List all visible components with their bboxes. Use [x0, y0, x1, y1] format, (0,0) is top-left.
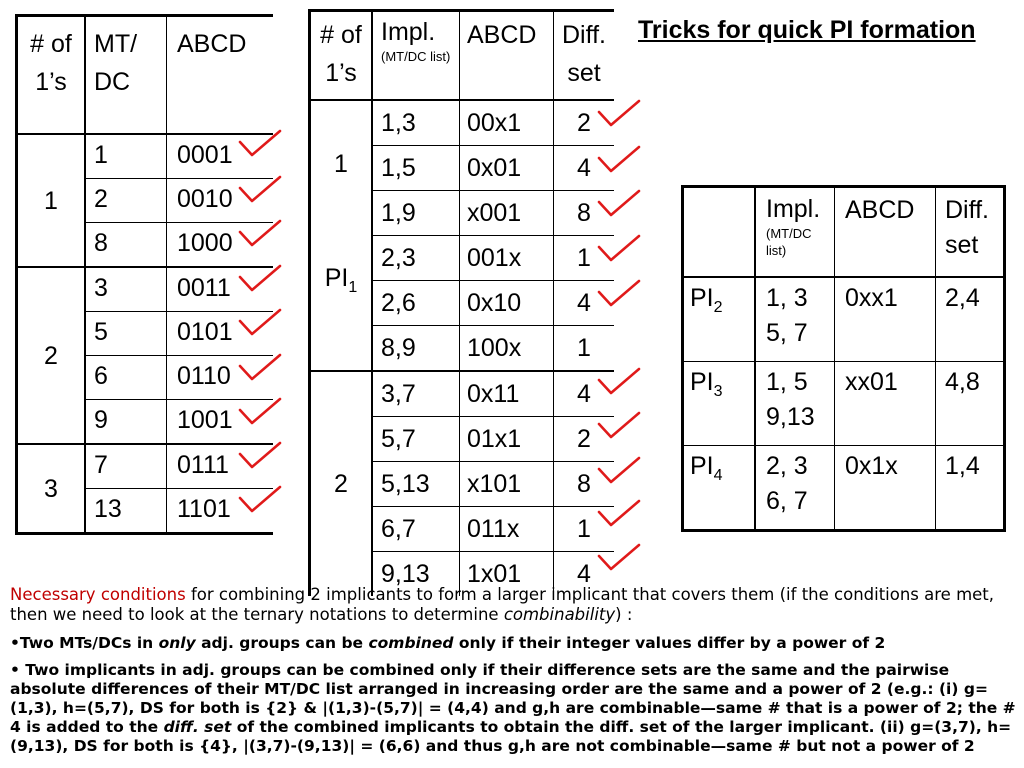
- mt-cell: 6: [85, 356, 167, 400]
- group-count: 1: [17, 134, 86, 267]
- prime-implicant-table: [681, 185, 1006, 532]
- abcd-cell: 0x10: [460, 281, 554, 326]
- bullet-condition-2: • Two implicants in adj. groups can be combined only if their difference sets are the same and the pairwise absolute differences of their MT/DC list arranged in increasing order are the same and a power of 2 (e.g.: (i) g=(1,3), h=(5,7), DS for both is {2} & |(1,3)-(5,7)| = (4,4) and g,h are combinable—same # that is a power of 2; the # 4 is added to the diff. set of the combined implicants to obtain the diff. set of the larger implicant. (ii) g=(3,7), h=(9,13), DS for both is {4}, |(3,7)-(9,13)| = (6,6) and thus g,h are not combinable—same # but not a power of 2: [10, 661, 1016, 755]
- diff-cell: 8: [554, 191, 615, 236]
- checkmark-icon: [596, 366, 642, 404]
- diff-cell: 1: [554, 507, 615, 552]
- mt-cell: 3: [85, 267, 167, 312]
- abcd-cell: xx01: [835, 362, 936, 446]
- minterm-group-table: [15, 14, 273, 535]
- abcd-cell: x101: [460, 462, 554, 507]
- group-count: 2: [310, 371, 373, 596]
- group-count: 2: [17, 267, 86, 444]
- header-abcd: ABCD: [167, 16, 274, 135]
- checkmark-icon: [596, 144, 642, 182]
- checkmark-icon: [596, 98, 642, 136]
- impl-cell: 2,3: [372, 236, 460, 281]
- abcd-cell: 0110: [167, 356, 274, 400]
- header-abcd: ABCD: [835, 187, 936, 278]
- diff-cell: 1,4: [945, 452, 980, 480]
- impl-cell: 1, 5 9,13: [755, 362, 835, 446]
- impl-cell: 5,7: [372, 417, 460, 462]
- bullet-condition-1: •Two MTs/DCs in only adj. groups can be combined only if their integer values differ by a power of 2: [10, 634, 886, 652]
- abcd-cell: 0xx1: [835, 277, 936, 362]
- diff-cell: 2: [554, 417, 615, 462]
- slide-title: Tricks for quick PI formation: [638, 16, 976, 44]
- group-count: 3: [17, 444, 86, 534]
- checkmark-icon: [237, 128, 283, 166]
- checkmark-icon: [237, 174, 283, 212]
- impl-cell: 3,7: [372, 371, 460, 417]
- checkmark-icon: [237, 263, 283, 301]
- abcd-cell: 0x1x: [835, 446, 936, 531]
- mt-cell: 2: [85, 179, 167, 223]
- abcd-cell: 1001: [167, 400, 274, 445]
- impl-cell: 9,13: [372, 552, 460, 597]
- impl-cell: 6,7: [372, 507, 460, 552]
- abcd-cell: 0x11: [460, 371, 554, 417]
- checkmark-icon: [596, 542, 642, 580]
- pi-label: $PI_4$: [683, 446, 756, 531]
- impl-cell: 1,3: [372, 100, 460, 146]
- impl-cell: 8,9: [372, 326, 460, 372]
- abcd-cell: 011x: [460, 507, 554, 552]
- diff-cell: 8: [554, 462, 615, 507]
- abcd-cell: 0010: [167, 179, 274, 223]
- header-blank: [683, 187, 756, 278]
- abcd-cell: 0101: [167, 312, 274, 356]
- explanation-text: [10, 585, 1016, 756]
- diff-cell: 2: [554, 100, 615, 146]
- pi-label: $PI_3$: [683, 362, 756, 446]
- abcd-cell: 0011: [167, 267, 274, 312]
- impl-cell: 1,9: [372, 191, 460, 236]
- pi-label: $PI_2$: [683, 277, 756, 362]
- diff-cell: 4,8: [936, 362, 1005, 446]
- mt-cell: 5: [85, 312, 167, 356]
- header-diff-set: Diff. set: [554, 11, 615, 101]
- impl-cell: 1, 3 5, 7: [755, 277, 835, 362]
- header-num-ones: # of 1’s: [17, 16, 86, 135]
- necessary-conditions-paragraph: Necessary conditions for combining 2 implicants to form a larger implicant that covers them (if the conditions are met, then we need to look at the ternary notations to determine combinability) :: [10, 585, 995, 624]
- diff-cell: 1: [554, 326, 615, 372]
- checkmark-icon: [237, 396, 283, 434]
- header-diff-set: Diff. set: [936, 187, 1005, 278]
- mt-cell: 9: [85, 400, 167, 445]
- group-count: 1 $PI_1$: [310, 100, 373, 371]
- header-mt-dc: MT/ DC: [85, 16, 167, 135]
- abcd-cell: 100x: [460, 326, 554, 372]
- abcd-cell: 01x1: [460, 417, 554, 462]
- diff-cell: 4: [554, 281, 615, 326]
- implicant-table: [308, 9, 614, 596]
- abcd-cell: 1x01: [460, 552, 554, 597]
- impl-cell: 1,5: [372, 146, 460, 191]
- diff-cell: 2,4: [936, 277, 1005, 362]
- mt-cell: 13: [85, 489, 167, 534]
- abcd-cell: 1000: [167, 223, 274, 268]
- header-num-ones: # of 1’s: [310, 11, 373, 101]
- mt-cell: 1: [85, 134, 167, 179]
- checkmark-icon: [596, 233, 642, 271]
- abcd-cell: 1101: [177, 495, 231, 523]
- impl-cell: 2, 3 6, 7: [755, 446, 835, 531]
- abcd-cell: 00x1: [460, 100, 554, 146]
- abcd-cell: 001x: [460, 236, 554, 281]
- checkmark-icon: [596, 278, 642, 316]
- impl-cell: 2,6: [372, 281, 460, 326]
- checkmark-icon: [237, 307, 283, 345]
- pi-label: PI: [324, 263, 349, 292]
- checkmark-icon: [596, 498, 642, 536]
- diff-cell: 1: [554, 236, 615, 281]
- checkmark-icon: [596, 410, 642, 448]
- mt-cell: 8: [85, 223, 167, 268]
- abcd-cell: x001: [460, 191, 554, 236]
- header-impl: Impl. (MT/DC list): [755, 187, 835, 278]
- abcd-cell: 0x01: [460, 146, 554, 191]
- diff-cell: 4: [554, 146, 615, 191]
- header-abcd: ABCD: [460, 11, 554, 101]
- checkmark-icon: [596, 188, 642, 226]
- impl-cell: 5,13: [372, 462, 460, 507]
- checkmark-icon: [237, 484, 283, 522]
- abcd-cell: 0111: [167, 444, 274, 489]
- diff-cell: 4: [577, 560, 591, 588]
- checkmark-icon: [237, 352, 283, 390]
- checkmark-icon: [596, 455, 642, 493]
- checkmark-icon: [237, 440, 283, 478]
- abcd-cell: 0001: [167, 134, 274, 179]
- header-impl: Impl. (MT/DC list): [372, 11, 460, 101]
- diff-cell: 4: [554, 371, 615, 417]
- mt-cell: 7: [85, 444, 167, 489]
- checkmark-icon: [237, 218, 283, 256]
